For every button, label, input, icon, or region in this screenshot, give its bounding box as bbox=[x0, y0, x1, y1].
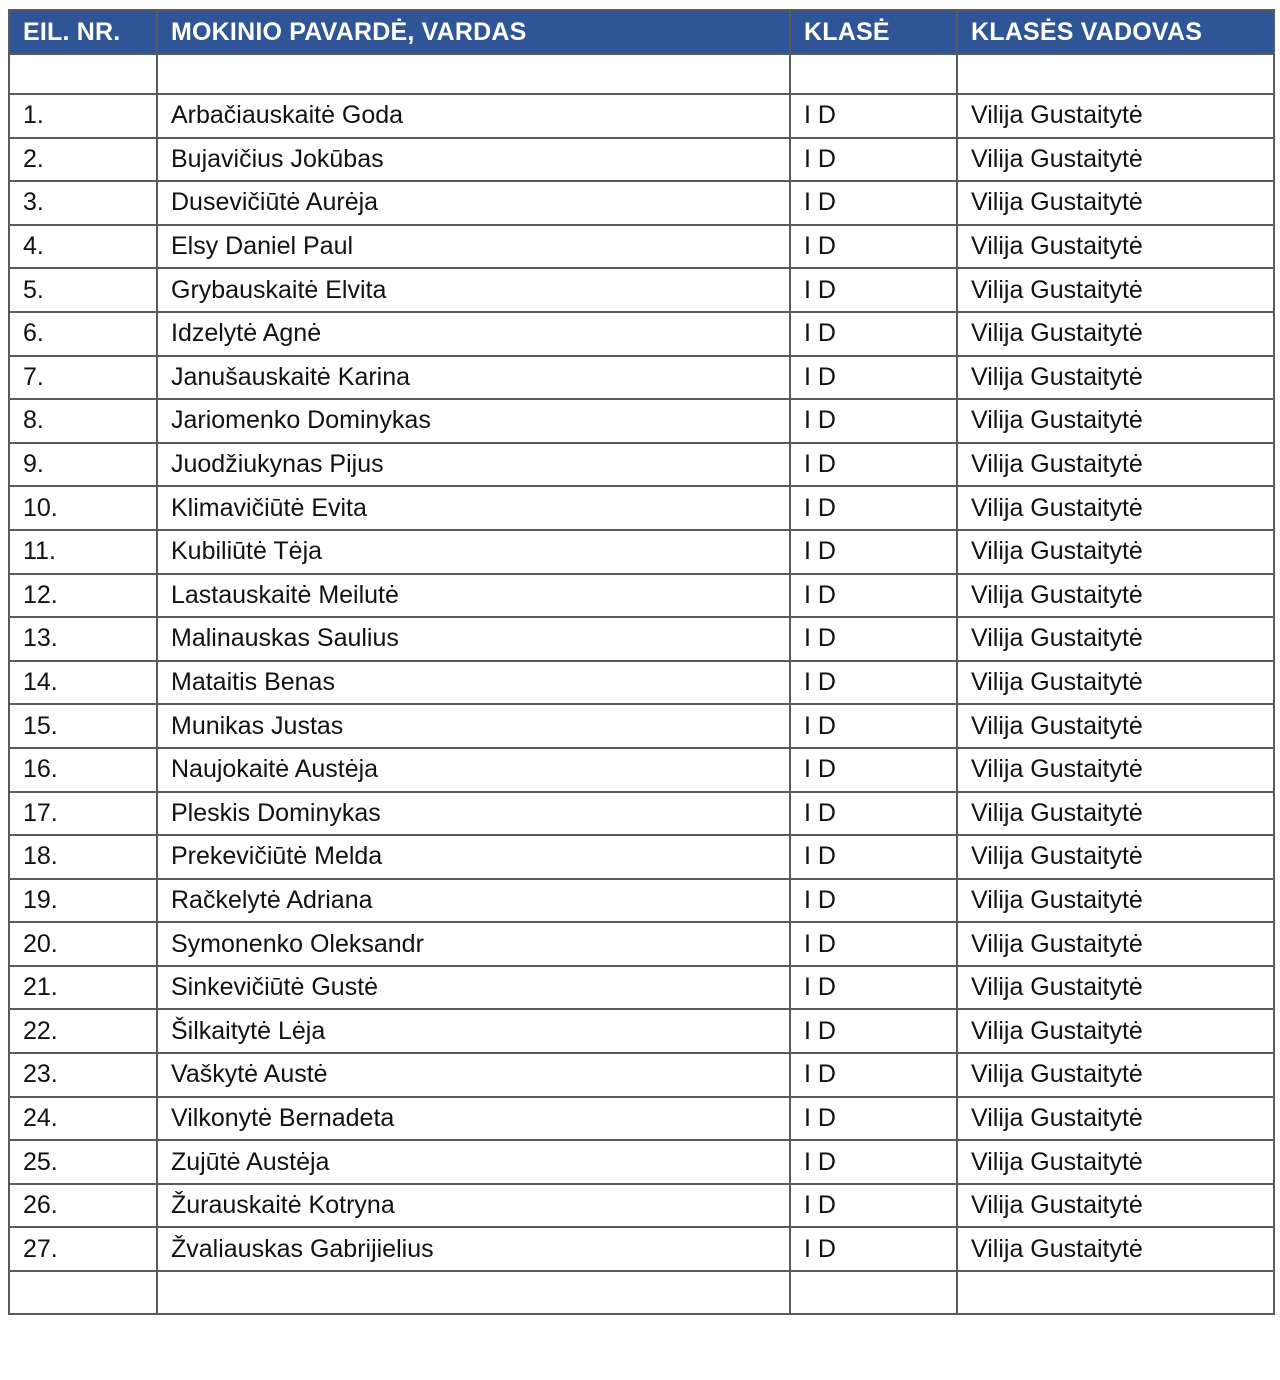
student-name: Sinkevičiūtė Gustė bbox=[157, 966, 790, 1010]
class-teacher: Vilija Gustaitytė bbox=[957, 792, 1274, 836]
table-row bbox=[9, 312, 1274, 356]
row-number: 15. bbox=[9, 704, 157, 748]
table-row bbox=[9, 1184, 1274, 1228]
class-name: I D bbox=[790, 792, 957, 836]
class-name: I D bbox=[790, 1097, 957, 1141]
class-teacher: Vilija Gustaitytė bbox=[957, 1227, 1274, 1271]
student-name: Kubiliūtė Tėja bbox=[157, 530, 790, 574]
table-row bbox=[9, 966, 1274, 1010]
student-name: Zujūtė Austėja bbox=[157, 1140, 790, 1184]
class-name: I D bbox=[790, 966, 957, 1010]
row-number: 5. bbox=[9, 268, 157, 312]
header-number: EIL. NR. bbox=[9, 10, 157, 54]
class-name: I D bbox=[790, 530, 957, 574]
student-name: Šilkaitytė Lėja bbox=[157, 1009, 790, 1053]
student-name: Žurauskaitė Kotryna bbox=[157, 1184, 790, 1228]
table-row bbox=[9, 922, 1274, 966]
student-name: Vilkonytė Bernadeta bbox=[157, 1097, 790, 1141]
table-row bbox=[9, 356, 1274, 400]
class-teacher: Vilija Gustaitytė bbox=[957, 1009, 1274, 1053]
student-name: Mataitis Benas bbox=[157, 661, 790, 705]
table-row bbox=[9, 1009, 1274, 1053]
row-number: 24. bbox=[9, 1097, 157, 1141]
class-teacher: Vilija Gustaitytė bbox=[957, 966, 1274, 1010]
row-number: 9. bbox=[9, 443, 157, 487]
class-teacher: Vilija Gustaitytė bbox=[957, 574, 1274, 618]
row-number: 25. bbox=[9, 1140, 157, 1184]
student-name: Munikas Justas bbox=[157, 704, 790, 748]
table-row bbox=[9, 661, 1274, 705]
table-row bbox=[9, 181, 1274, 225]
class-teacher: Vilija Gustaitytė bbox=[957, 225, 1274, 269]
class-teacher: Vilija Gustaitytė bbox=[957, 835, 1274, 879]
table-row bbox=[9, 617, 1274, 661]
table-row bbox=[9, 1053, 1274, 1097]
student-name: Elsy Daniel Paul bbox=[157, 225, 790, 269]
student-name: Janušauskaitė Karina bbox=[157, 356, 790, 400]
row-number: 26. bbox=[9, 1184, 157, 1228]
class-name: I D bbox=[790, 225, 957, 269]
class-teacher: Vilija Gustaitytė bbox=[957, 312, 1274, 356]
table-row bbox=[9, 748, 1274, 792]
header-row bbox=[9, 10, 1274, 54]
class-teacher: Vilija Gustaitytė bbox=[957, 486, 1274, 530]
table-row bbox=[9, 574, 1274, 618]
class-name: I D bbox=[790, 94, 957, 138]
table-row bbox=[9, 138, 1274, 182]
row-number: 16. bbox=[9, 748, 157, 792]
empty-cell bbox=[9, 54, 157, 94]
row-number: 6. bbox=[9, 312, 157, 356]
class-name: I D bbox=[790, 748, 957, 792]
class-name: I D bbox=[790, 138, 957, 182]
class-teacher: Vilija Gustaitytė bbox=[957, 748, 1274, 792]
row-number: 23. bbox=[9, 1053, 157, 1097]
class-name: I D bbox=[790, 922, 957, 966]
student-name: Bujavičius Jokūbas bbox=[157, 138, 790, 182]
row-number: 8. bbox=[9, 399, 157, 443]
student-name: Vaškytė Austė bbox=[157, 1053, 790, 1097]
class-name: I D bbox=[790, 268, 957, 312]
table-row bbox=[9, 268, 1274, 312]
class-name: I D bbox=[790, 879, 957, 923]
table-row bbox=[9, 530, 1274, 574]
student-name: Prekevičiūtė Melda bbox=[157, 835, 790, 879]
student-name: Symonenko Oleksandr bbox=[157, 922, 790, 966]
student-name: Račkelytė Adriana bbox=[157, 879, 790, 923]
table-body bbox=[9, 54, 1274, 1314]
class-teacher: Vilija Gustaitytė bbox=[957, 617, 1274, 661]
row-number: 21. bbox=[9, 966, 157, 1010]
class-name: I D bbox=[790, 181, 957, 225]
class-name: I D bbox=[790, 835, 957, 879]
empty-cell bbox=[157, 1271, 790, 1314]
header-class: KLASĖ bbox=[790, 10, 957, 54]
student-name: Dusevičiūtė Aurėja bbox=[157, 181, 790, 225]
student-name: Idzelytė Agnė bbox=[157, 312, 790, 356]
row-number: 2. bbox=[9, 138, 157, 182]
row-number: 22. bbox=[9, 1009, 157, 1053]
table-row bbox=[9, 225, 1274, 269]
class-teacher: Vilija Gustaitytė bbox=[957, 1097, 1274, 1141]
class-teacher: Vilija Gustaitytė bbox=[957, 922, 1274, 966]
header-class-teacher: KLASĖS VADOVAS bbox=[957, 10, 1274, 54]
class-name: I D bbox=[790, 1184, 957, 1228]
table-row bbox=[9, 486, 1274, 530]
row-number: 11. bbox=[9, 530, 157, 574]
row-number: 19. bbox=[9, 879, 157, 923]
class-teacher: Vilija Gustaitytė bbox=[957, 704, 1274, 748]
class-teacher: Vilija Gustaitytė bbox=[957, 661, 1274, 705]
table-row bbox=[9, 1097, 1274, 1141]
student-name: Lastauskaitė Meilutė bbox=[157, 574, 790, 618]
class-teacher: Vilija Gustaitytė bbox=[957, 138, 1274, 182]
class-name: I D bbox=[790, 443, 957, 487]
class-name: I D bbox=[790, 1227, 957, 1271]
class-name: I D bbox=[790, 312, 957, 356]
class-name: I D bbox=[790, 399, 957, 443]
table-row bbox=[9, 1227, 1274, 1271]
table-row bbox=[9, 94, 1274, 138]
class-teacher: Vilija Gustaitytė bbox=[957, 1184, 1274, 1228]
empty-row-bottom bbox=[9, 1271, 1274, 1314]
class-teacher: Vilija Gustaitytė bbox=[957, 1140, 1274, 1184]
row-number: 4. bbox=[9, 225, 157, 269]
class-teacher: Vilija Gustaitytė bbox=[957, 268, 1274, 312]
empty-cell bbox=[957, 1271, 1274, 1314]
class-teacher: Vilija Gustaitytė bbox=[957, 530, 1274, 574]
class-teacher: Vilija Gustaitytė bbox=[957, 443, 1274, 487]
student-roster-table bbox=[8, 9, 1275, 1315]
student-name: Pleskis Dominykas bbox=[157, 792, 790, 836]
student-name: Juodžiukynas Pijus bbox=[157, 443, 790, 487]
class-name: I D bbox=[790, 617, 957, 661]
table-row bbox=[9, 879, 1274, 923]
empty-cell bbox=[157, 54, 790, 94]
header-student-name: MOKINIO PAVARDĖ, VARDAS bbox=[157, 10, 790, 54]
class-teacher: Vilija Gustaitytė bbox=[957, 94, 1274, 138]
table-row bbox=[9, 399, 1274, 443]
class-teacher: Vilija Gustaitytė bbox=[957, 879, 1274, 923]
class-teacher: Vilija Gustaitytė bbox=[957, 181, 1274, 225]
student-name: Klimavičiūtė Evita bbox=[157, 486, 790, 530]
table-row bbox=[9, 835, 1274, 879]
student-name: Žvaliauskas Gabrijielius bbox=[157, 1227, 790, 1271]
row-number: 10. bbox=[9, 486, 157, 530]
class-name: I D bbox=[790, 1053, 957, 1097]
class-teacher: Vilija Gustaitytė bbox=[957, 399, 1274, 443]
row-number: 20. bbox=[9, 922, 157, 966]
student-name: Malinauskas Saulius bbox=[157, 617, 790, 661]
row-number: 13. bbox=[9, 617, 157, 661]
class-name: I D bbox=[790, 661, 957, 705]
empty-cell bbox=[9, 1271, 157, 1314]
class-name: I D bbox=[790, 486, 957, 530]
table-row bbox=[9, 704, 1274, 748]
student-name: Grybauskaitė Elvita bbox=[157, 268, 790, 312]
class-name: I D bbox=[790, 704, 957, 748]
class-teacher: Vilija Gustaitytė bbox=[957, 1053, 1274, 1097]
empty-row-top bbox=[9, 54, 1274, 94]
class-teacher: Vilija Gustaitytė bbox=[957, 356, 1274, 400]
row-number: 1. bbox=[9, 94, 157, 138]
class-name: I D bbox=[790, 574, 957, 618]
row-number: 18. bbox=[9, 835, 157, 879]
row-number: 7. bbox=[9, 356, 157, 400]
row-number: 3. bbox=[9, 181, 157, 225]
class-name: I D bbox=[790, 1009, 957, 1053]
table-row bbox=[9, 1140, 1274, 1184]
table-row bbox=[9, 443, 1274, 487]
student-name: Arbačiauskaitė Goda bbox=[157, 94, 790, 138]
class-name: I D bbox=[790, 356, 957, 400]
row-number: 12. bbox=[9, 574, 157, 618]
empty-cell bbox=[790, 1271, 957, 1314]
row-number: 17. bbox=[9, 792, 157, 836]
student-name: Jariomenko Dominykas bbox=[157, 399, 790, 443]
table-header bbox=[9, 10, 1274, 54]
class-name: I D bbox=[790, 1140, 957, 1184]
table-row bbox=[9, 792, 1274, 836]
row-number: 27. bbox=[9, 1227, 157, 1271]
row-number: 14. bbox=[9, 661, 157, 705]
empty-cell bbox=[957, 54, 1274, 94]
empty-cell bbox=[790, 54, 957, 94]
student-name: Naujokaitė Austėja bbox=[157, 748, 790, 792]
